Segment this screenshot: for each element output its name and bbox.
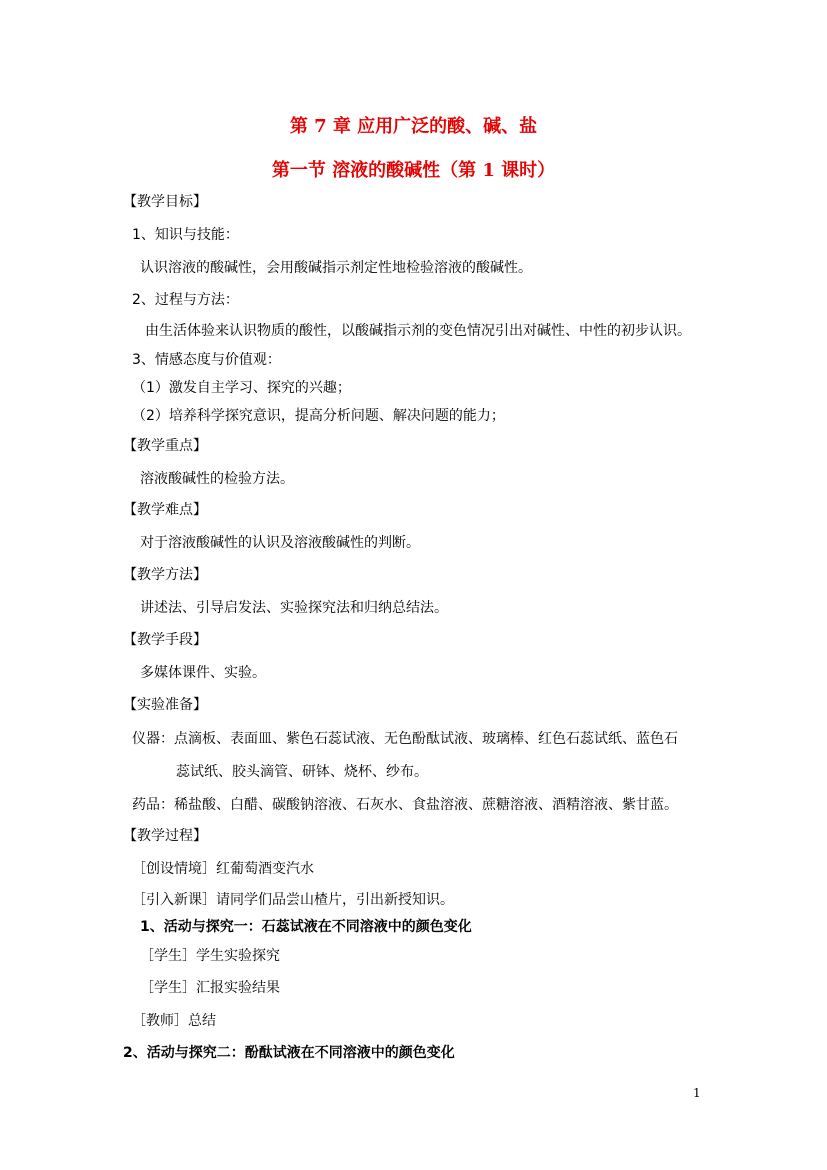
activity-heading: 1、活动与探究一：石蕊试液在不同溶液中的颜色变化 bbox=[140, 919, 472, 935]
paragraph: 2、过程与方法： bbox=[132, 292, 239, 308]
heading-preparation: 【实验准备】 bbox=[123, 697, 207, 713]
paragraph: 对于溶液酸碱性的认识及溶液酸碱性的判断。 bbox=[140, 535, 420, 551]
paragraph: 认识溶液的酸碱性，会用酸碱指示剂定性地检验溶液的酸碱性。 bbox=[140, 260, 532, 276]
heading-process: 【教学过程】 bbox=[123, 828, 207, 844]
paragraph: 1、知识与技能： bbox=[132, 227, 239, 243]
paragraph: ［学生］汇报实验结果 bbox=[140, 980, 280, 996]
paragraph: 多媒体课件、实验。 bbox=[140, 665, 266, 681]
heading-key-points: 【教学重点】 bbox=[123, 438, 207, 454]
page-number: 1 bbox=[693, 1086, 701, 1100]
paragraph: （2）培养科学探究意识，提高分析问题、解决问题的能力； bbox=[132, 408, 505, 424]
paragraph: 仪器：点滴板、表面皿、紫色石蕊试液、无色酚酞试液、玻璃棒、红色石蕊试纸、蓝色石 bbox=[132, 731, 678, 747]
paragraph: 药品：稀盐酸、白醋、碳酸钠溶液、石灰水、食盐溶液、蔗糖溶液、酒精溶液、紫甘蓝。 bbox=[132, 797, 678, 813]
activity-heading: 2、活动与探究二：酚酞试液在不同溶液中的颜色变化 bbox=[123, 1045, 455, 1061]
heading-means: 【教学手段】 bbox=[123, 632, 207, 648]
paragraph: 3、情感态度与价值观： bbox=[132, 352, 281, 368]
paragraph: ［教师］总结 bbox=[132, 1013, 216, 1029]
paragraph: 溶液酸碱性的检验方法。 bbox=[140, 471, 294, 487]
paragraph: 讲述法、引导启发法、实验探究法和归纳总结法。 bbox=[140, 600, 448, 616]
paragraph: （1）激发自主学习、探究的兴趣； bbox=[132, 380, 351, 396]
paragraph: ［创设情境］红葡萄酒变汽水 bbox=[132, 861, 314, 877]
paragraph: 由生活体验来认识物质的酸性，以酸碱指示剂的变色情况引出对碱性、中性的初步认识。 bbox=[145, 323, 691, 339]
heading-objectives: 【教学目标】 bbox=[123, 194, 207, 210]
chapter-title: 第 7 章 应用广泛的酸、碱、盐 bbox=[289, 116, 538, 137]
section-title: 第一节 溶液的酸碱性（第 1 课时） bbox=[271, 160, 556, 181]
heading-methods: 【教学方法】 bbox=[123, 567, 207, 583]
paragraph: 蕊试纸、胶头滴管、研钵、烧杯、纱布。 bbox=[176, 764, 428, 780]
paragraph: ［引入新课］请同学们品尝山楂片，引出新授知识。 bbox=[132, 892, 454, 908]
heading-difficulties: 【教学难点】 bbox=[123, 502, 207, 518]
paragraph: ［学生］学生实验探究 bbox=[140, 948, 280, 964]
